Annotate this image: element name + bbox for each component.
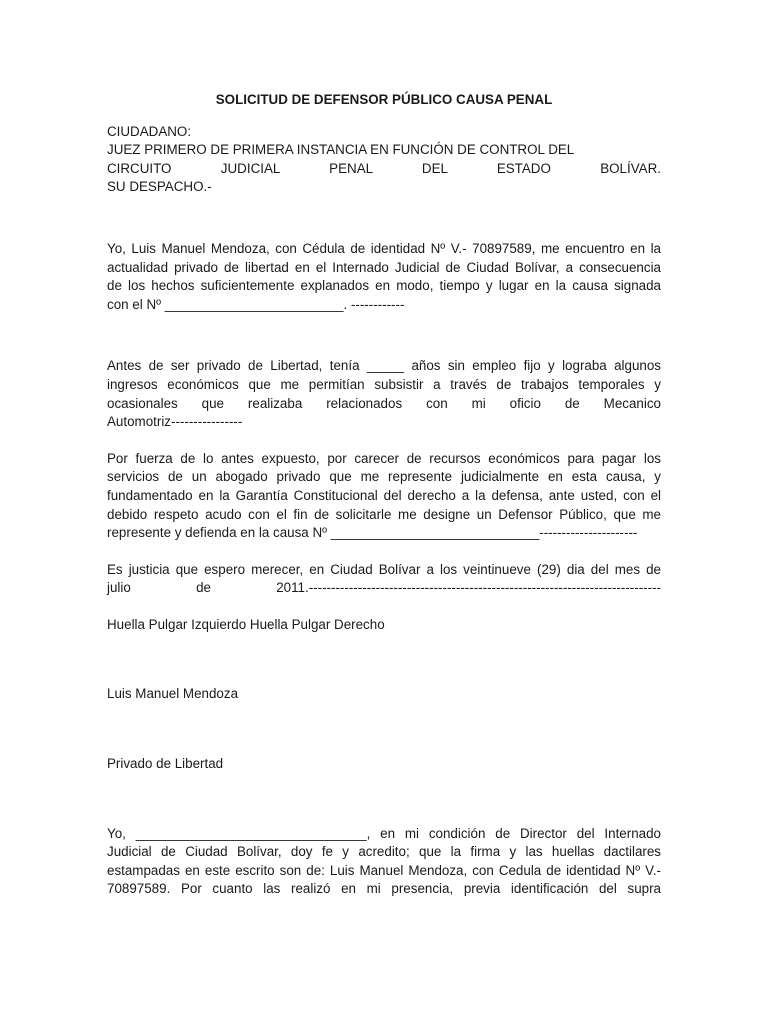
text-line: fundamentado en la Garantía Constitucional del derecho a la defensa, ante usted, con el [107,487,661,503]
text-line: Yo, _______________________________, en mi condición de Director del Internado [107,825,661,841]
text-line: julio de 2011.------------------------------------------------------------------------------- [107,580,661,596]
text-line: servicios de un abogado privado que me represente judicialmente en esta causa, y [107,469,661,485]
paragraph-identification [107,240,661,314]
text-line: ingresos económicos que me permitían subsistir a través de trabajos temporales y [107,376,661,392]
addressee-line: SU DESPACHO.- [107,179,212,195]
text-line: Es justicia que espero merecer, en Ciudad Bolívar a los veintinueve (29) dia del mes de [107,561,661,577]
text-line: Automotriz---------------- [107,414,243,430]
addressee-block [107,123,661,197]
fingerprint-labels: Huella Pulgar Izquierdo Huella Pulgar Derecho [107,616,385,632]
text-line: estampadas en este escrito son de: Luis Manuel Mendoza, con Cedula de identidad Nº V.- [107,862,661,878]
text-line: represente y defienda en la causa Nº ____________________________---------------------- [107,525,638,541]
text-line: 70897589. Por cuanto las realizó en mi presencia, previa identificación del supra [107,881,661,897]
text-line: Antes de ser privado de Libertad, tenía _____ años sin empleo fijo y lograba algunos [107,358,661,374]
paragraph-closing [107,561,661,598]
paragraph-request [107,450,661,543]
text-line: ocasionales que realizaba relacionados con mi oficio de Mecanico [107,395,661,411]
document-page [107,91,661,899]
text-line: actualidad privado de libertad en el Internado Judicial de Ciudad Bolívar, a consecuencia [107,259,661,275]
text-line: con el Nº ________________________. ------------ [107,296,405,312]
paragraph-certification [107,825,661,899]
addressee-line: CIRCUITO JUDICIAL PENAL DEL ESTADO BOLÍVAR. [107,160,661,176]
signer-name: Luis Manuel Mendoza [107,686,239,702]
document-title: SOLICITUD DE DEFENSOR PÚBLICO CAUSA PENAL [215,92,553,107]
text-line: debido respeto acudo con el fin de solicitarle me designe un Defensor Público, que me [107,506,661,522]
text-line: Yo, Luis Manuel Mendoza, con Cédula de identidad Nº V.- 70897589, me encuentro en la [107,240,661,256]
addressee-line: CIUDADANO: [107,123,192,139]
paragraph-background [107,357,661,431]
text-line: Por fuerza de lo antes expuesto, por carecer de recursos económicos para pagar los [107,450,661,466]
text-line: de los hechos suficientemente explanados en modo, tiempo y lugar en la causa signada [107,278,661,294]
addressee-line: JUEZ PRIMERO DE PRIMERA INSTANCIA EN FUNCIÓN DE CONTROL DEL [107,142,575,158]
signer-status: Privado de Libertad [107,756,224,772]
text-line: Judicial de Ciudad Bolívar, doy fe y acredito; que la firma y las huellas dactilares [107,844,661,860]
